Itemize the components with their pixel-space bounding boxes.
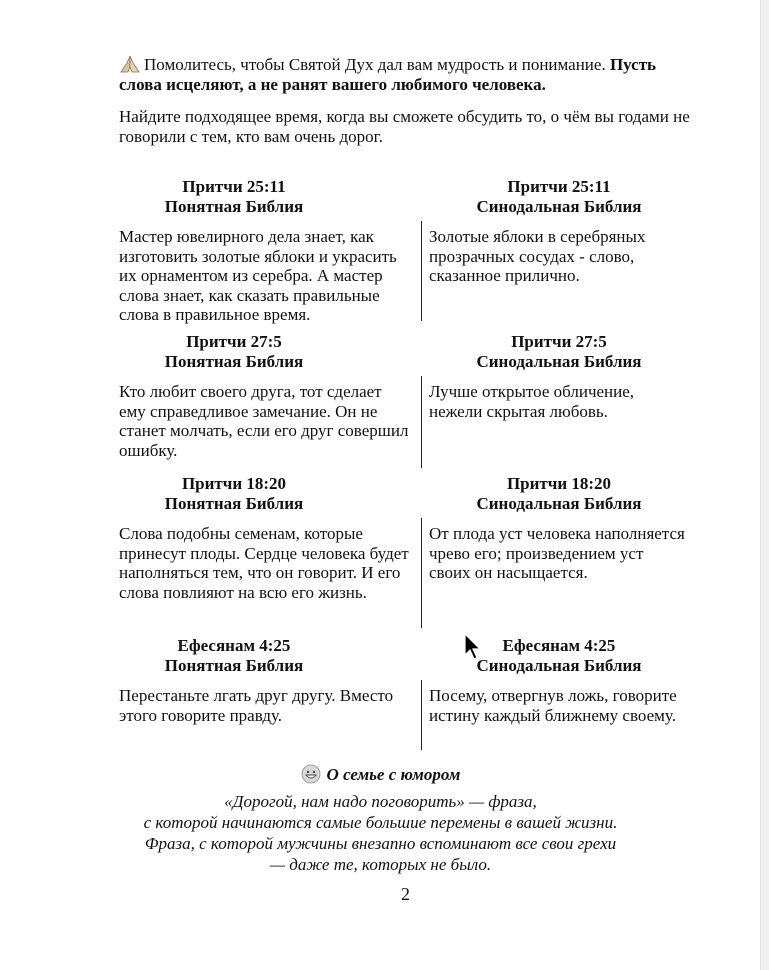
humor-section (0, 764, 761, 875)
verse-reference: Притчи 27:5 (511, 332, 607, 351)
bible-version: Синодальная Библия (476, 352, 642, 371)
verse-left-column (119, 177, 409, 325)
verse-text: Кто любит своего друга, тот сделает ему справедливое замечание. Он не станет молчать, если его друг совершил ошибку. (119, 382, 409, 460)
bible-version: Понятная Библия (164, 656, 304, 675)
verse-text: Мастер ювелирного дела знает, как изготовить золотые яблоки и украсить их орнаментом из серебра. А мастер слова знает, как сказать правильные слова в правильное время. (119, 227, 397, 324)
verse-reference: Притчи 18:20 (181, 474, 287, 493)
bible-version: Понятная Библия (164, 197, 304, 216)
bible-version: Понятная Библия (164, 352, 304, 371)
humor-line: — даже те, которых не было. (269, 855, 492, 874)
humor-line: Фраза, с которой мужчины внезапно вспоминают все свои грехи (144, 834, 617, 853)
humor-title: О семье с юмором (326, 765, 461, 784)
verse-right-column (429, 474, 689, 583)
column-divider (421, 376, 422, 468)
verse-reference: Притчи 25:11 (182, 177, 286, 196)
prayer-paragraph (119, 55, 699, 95)
praying-hands-icon (119, 55, 141, 73)
scrollbar-track[interactable] (760, 0, 769, 970)
verse-reference: Притчи 18:20 (506, 474, 612, 493)
verse-text: Перестаньте лгать друг другу. Вместо этого говорите правду. (119, 686, 394, 725)
mouse-pointer-icon (463, 633, 483, 661)
humor-line: с которой начинаются самые большие перемены в вашей жизни. (143, 813, 618, 832)
verse-left-column (119, 636, 409, 725)
intro-section (119, 55, 699, 159)
verse-text: Лучше открытое обличение, нежели скрытая любовь. (429, 382, 635, 421)
verse-right-column (429, 177, 689, 286)
page-number: 2 (401, 884, 410, 904)
bible-version: Синодальная Библия (476, 197, 642, 216)
advice-paragraph: Найдите подходящее время, когда вы сможете обсудить то, о чём вы годами не говорили с тем, кто вам очень дорог. (119, 107, 690, 146)
humor-line: «Дорогой, нам надо поговорить» — фраза, (224, 792, 537, 811)
bible-version: Понятная Библия (164, 494, 304, 513)
verse-reference: Притчи 25:11 (507, 177, 611, 196)
verse-reference: Ефесянам 4:25 (177, 636, 291, 655)
humor-title-row (0, 764, 761, 785)
column-divider (421, 518, 422, 628)
verse-text: От плода уст человека наполняется чрево его; произведением уст своих он насыщается. (429, 524, 685, 582)
verse-left-column (119, 474, 409, 602)
verse-reference: Ефесянам 4:25 (502, 636, 616, 655)
verse-text: Посему, отвергнув ложь, говорите истину каждый ближнему своему. (429, 686, 677, 725)
bible-version: Синодальная Библия (476, 656, 642, 675)
prayer-bold-text: Пусть слова исцеляют, а не ранят вашего любимого человека. (119, 55, 657, 94)
column-divider (421, 680, 422, 750)
column-divider (421, 221, 422, 321)
verse-reference: Притчи 27:5 (186, 332, 282, 351)
prayer-text: Помолитесь, чтобы Святой Дух дал вам мудрость и понимание. (144, 55, 606, 74)
grinning-face-icon (301, 764, 321, 784)
verse-text: Слова подобны семенам, которые принесут плоды. Сердце человека будет наполняться тем, что он говорит. И его слова повлияют на всю его жизнь. (119, 524, 409, 602)
verse-left-column (119, 332, 409, 460)
bible-version: Синодальная Библия (476, 494, 642, 513)
verse-right-column (429, 332, 689, 421)
verse-text: Золотые яблоки в серебряных прозрачных сосудах - слово, сказанное прилично. (429, 227, 646, 285)
